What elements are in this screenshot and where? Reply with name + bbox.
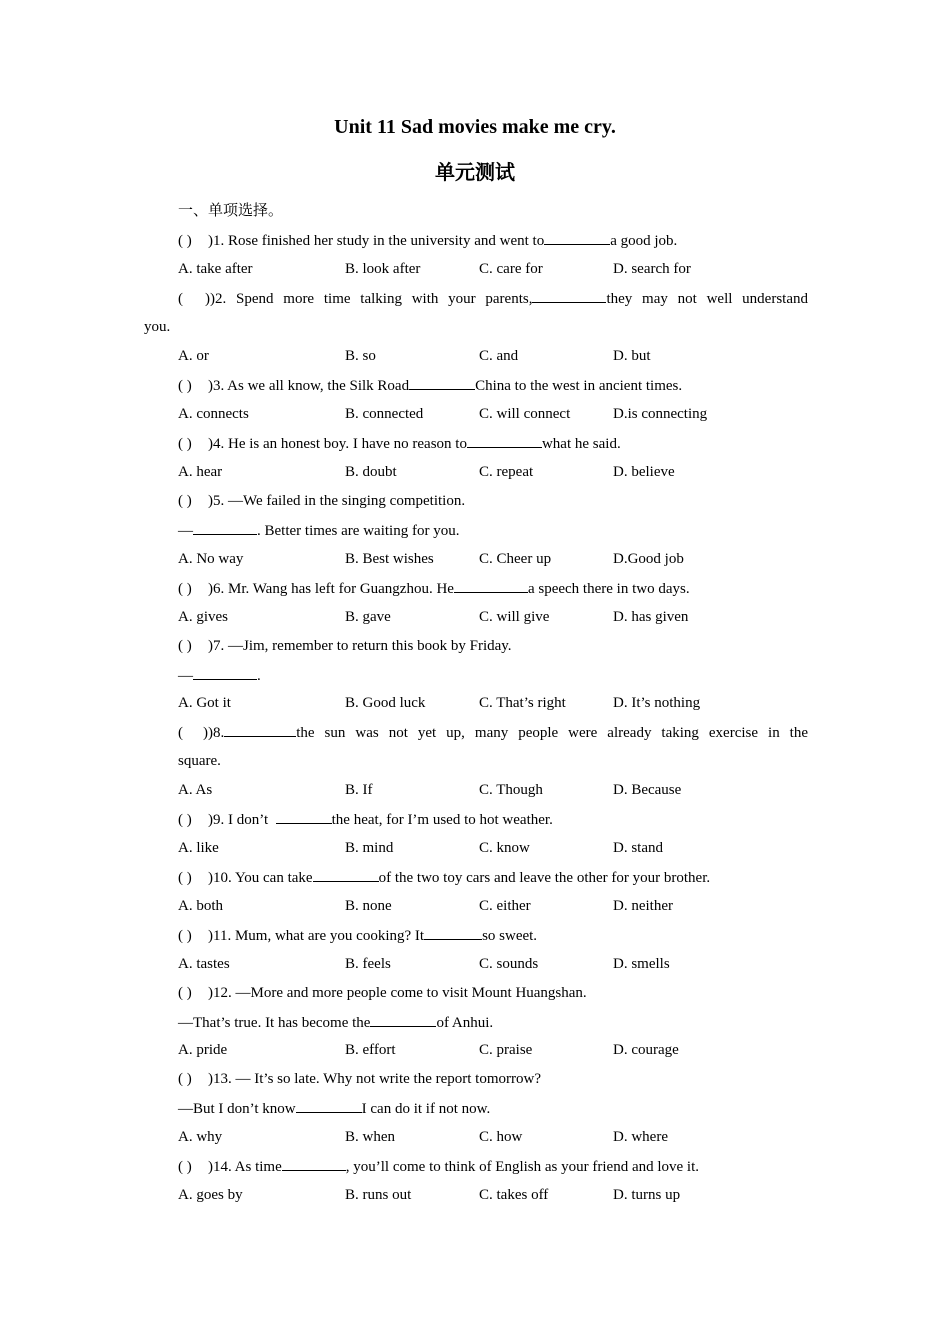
option-d[interactable]: D. search for [613, 261, 691, 277]
answer-paren[interactable]: ( ) [178, 581, 192, 597]
answer-blank[interactable] [370, 1012, 436, 1027]
option-c[interactable]: C. That’s right [479, 695, 566, 711]
question-13-reply: —But I don’t know I can do it if not now. [178, 1098, 490, 1118]
option-c[interactable]: C. will connect [479, 406, 571, 422]
option-b[interactable]: B. gave [345, 609, 391, 625]
question-5-reply: — . Better times are waiting for you. [178, 520, 459, 540]
option-a[interactable]: A. goes by [178, 1187, 243, 1203]
option-b[interactable]: B. effort [345, 1042, 396, 1058]
option-d[interactable]: D. Because [613, 782, 682, 798]
question-8: ( ))8. the sun was not yet up, many people were already taking exercise in the [178, 722, 808, 742]
question-5: ( ) )5. —We failed in the singing competition. [178, 493, 466, 509]
option-a[interactable]: A. No way [178, 551, 244, 567]
question-8-continuation: square. [178, 753, 221, 769]
question-10: ( ) )10. You can take of the two toy cars and leave the other for your brother. [178, 867, 710, 887]
answer-paren[interactable]: ( ) [178, 812, 192, 828]
question-13: ( ) )13. — It’s so late. Why not write the report tomorrow? [178, 1071, 541, 1087]
option-d[interactable]: D. has given [613, 609, 689, 625]
answer-blank[interactable] [544, 230, 610, 245]
answer-paren[interactable]: ( ) [178, 1071, 192, 1087]
option-c[interactable]: C. how [479, 1129, 523, 1145]
page-title: Unit 11 Sad movies make me cry. [334, 116, 616, 138]
option-d[interactable]: D. It’s nothing [613, 695, 701, 711]
option-b[interactable]: B. connected [345, 406, 424, 422]
answer-blank[interactable] [224, 722, 296, 737]
answer-paren[interactable]: ( ) [178, 291, 210, 307]
option-b[interactable]: B. none [345, 898, 392, 914]
answer-paren[interactable]: ( ) [178, 1159, 192, 1175]
answer-paren[interactable]: ( ) [178, 870, 192, 886]
option-b[interactable]: B. look after [345, 261, 421, 277]
answer-paren[interactable]: ( ) [178, 493, 192, 509]
option-c[interactable]: C. takes off [479, 1187, 549, 1203]
option-d[interactable]: D.is connecting [613, 406, 708, 422]
option-c[interactable]: C. care for [479, 261, 543, 277]
option-c[interactable]: C. will give [479, 609, 550, 625]
question-2: ( ))2. Spend more time talking with your parents, they may not well understand [178, 288, 808, 308]
answer-paren[interactable]: ( ) [178, 378, 192, 394]
option-a[interactable]: A. connects [178, 406, 249, 422]
option-d[interactable]: D. neither [613, 898, 673, 914]
option-c[interactable]: C. sounds [479, 956, 539, 972]
question-11: ( ) )11. Mum, what are you cooking? It so sweet. [178, 925, 537, 945]
option-b[interactable]: B. Good luck [345, 695, 426, 711]
answer-paren[interactable]: ( ) [178, 638, 192, 654]
option-c[interactable]: C. Cheer up [479, 551, 552, 567]
option-a[interactable]: A. As [178, 782, 213, 798]
answer-paren[interactable]: ( ) [178, 985, 192, 1001]
option-d[interactable]: D. smells [613, 956, 670, 972]
answer-blank[interactable] [409, 375, 475, 390]
option-d[interactable]: D. believe [613, 464, 675, 480]
option-c[interactable]: C. Though [479, 782, 543, 798]
option-a[interactable]: A. why [178, 1129, 223, 1145]
option-c[interactable]: C. either [479, 898, 531, 914]
question-6: ( ) )6. Mr. Wang has left for Guangzhou. He a speech there in two days. [178, 578, 690, 598]
question-1: ( ) )1. Rose finished her study in the university and went to a good job. [178, 230, 677, 250]
answer-blank[interactable] [282, 1156, 346, 1171]
answer-paren[interactable]: ( ) [178, 725, 208, 741]
option-a[interactable]: A. hear [178, 464, 223, 480]
option-a[interactable]: A. like [178, 840, 219, 856]
question-2-continuation: you. [144, 319, 171, 335]
option-b[interactable]: B. Best wishes [345, 551, 434, 567]
option-b[interactable]: B. If [345, 782, 373, 798]
answer-blank[interactable] [296, 1098, 362, 1113]
answer-blank[interactable] [454, 578, 528, 593]
answer-blank[interactable] [193, 665, 257, 680]
option-d[interactable]: D. turns up [613, 1187, 681, 1203]
answer-paren[interactable]: ( ) [178, 436, 192, 452]
option-a[interactable]: A. take after [178, 261, 253, 277]
option-d[interactable]: D. courage [613, 1042, 679, 1058]
option-a[interactable]: A. tastes [178, 956, 230, 972]
option-d[interactable]: D.Good job [613, 551, 684, 567]
answer-blank[interactable] [193, 520, 257, 535]
question-14: ( ) )14. As time , you’ll come to think of English as your friend and love it. [178, 1156, 699, 1176]
option-b[interactable]: B. mind [345, 840, 394, 856]
option-a[interactable]: A. pride [178, 1042, 228, 1058]
option-a[interactable]: A. both [178, 898, 223, 914]
question-4: ( ) )4. He is an honest boy. I have no reason to what he said. [178, 433, 621, 453]
question-9: ( ) )9. I don’t the heat, for I’m used to hot weather. [178, 809, 553, 829]
answer-blank[interactable] [532, 288, 606, 303]
answer-blank[interactable] [313, 867, 379, 882]
answer-blank[interactable] [467, 433, 542, 448]
option-c[interactable]: C. and [479, 348, 519, 364]
option-b[interactable]: B. when [345, 1129, 395, 1145]
option-a[interactable]: A. Got it [178, 695, 231, 711]
option-d[interactable]: D. stand [613, 840, 663, 856]
answer-blank[interactable] [424, 925, 482, 940]
answer-paren[interactable]: ( ) [178, 233, 192, 249]
option-b[interactable]: B. so [345, 348, 376, 364]
question-7: ( ) )7. —Jim, remember to return this book by Friday. [178, 638, 512, 654]
answer-paren[interactable]: ( ) [178, 928, 192, 944]
section-heading: 一、单项选择。 [178, 203, 284, 219]
option-d[interactable]: D. but [613, 348, 651, 364]
option-c[interactable]: C. repeat [479, 464, 534, 480]
option-b[interactable]: B. feels [345, 956, 391, 972]
page-subtitle: 单元测试 [435, 162, 515, 184]
option-c[interactable]: C. know [479, 840, 530, 856]
question-7-reply: — . [178, 665, 261, 685]
option-c[interactable]: C. praise [479, 1042, 533, 1058]
option-b[interactable]: B. doubt [345, 464, 397, 480]
question-12: ( ) )12. —More and more people come to visit Mount Huangshan. [178, 985, 587, 1001]
question-3: ( ) )3. As we all know, the Silk Road China to the west in ancient times. [178, 375, 682, 395]
option-a[interactable]: A. gives [178, 609, 228, 625]
option-d[interactable]: D. where [613, 1129, 668, 1145]
option-a[interactable]: A. or [178, 348, 209, 364]
question-12-reply: —That’s true. It has become the of Anhui. [178, 1012, 493, 1032]
answer-blank[interactable] [276, 809, 332, 824]
option-b[interactable]: B. runs out [345, 1187, 412, 1203]
